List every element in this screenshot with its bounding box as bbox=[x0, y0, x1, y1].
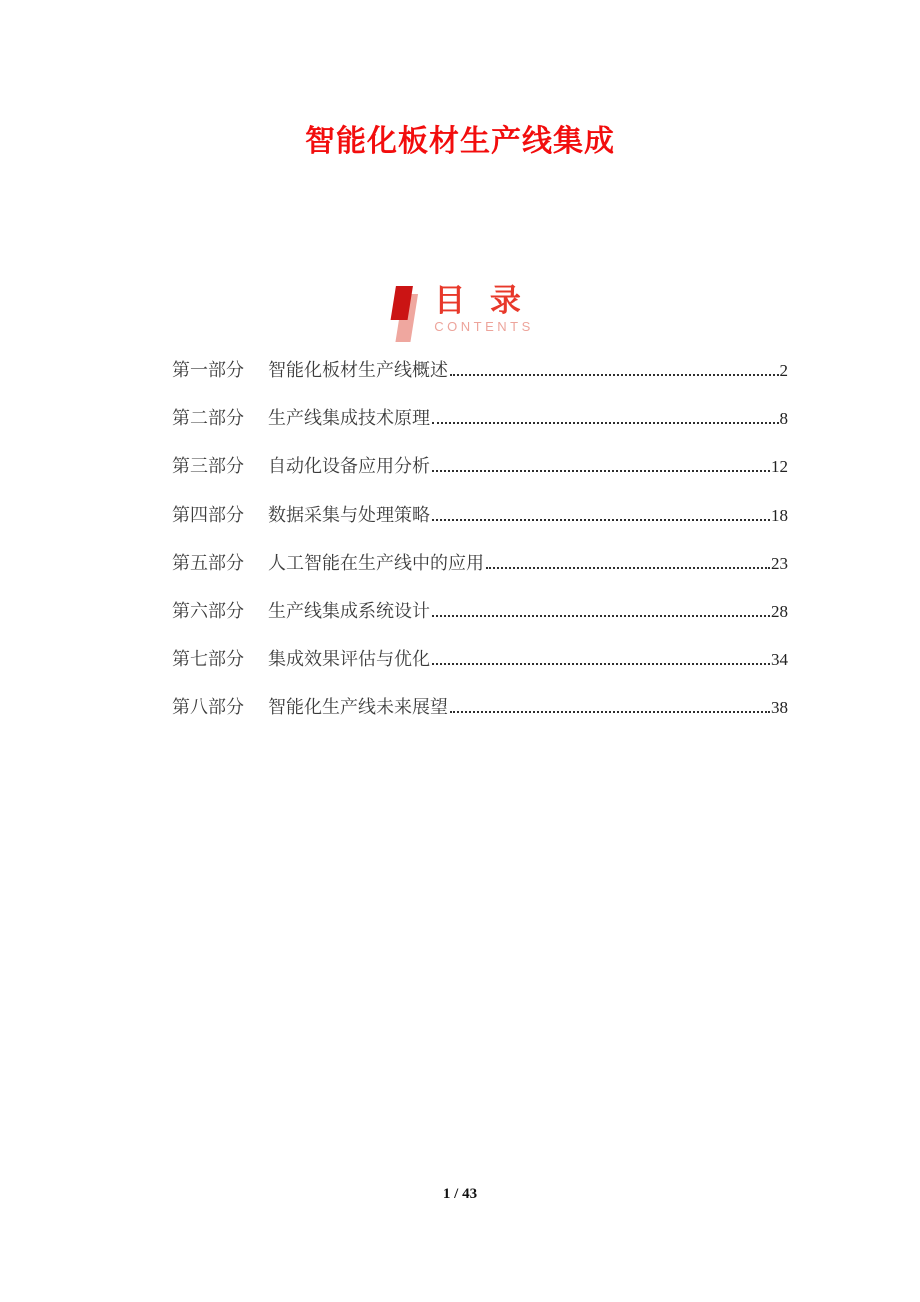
toc-dot-leader bbox=[486, 567, 770, 569]
toc-entry-2[interactable] bbox=[172, 404, 788, 452]
toc-entry-6[interactable] bbox=[172, 597, 788, 645]
toc-dot-leader bbox=[432, 615, 770, 617]
toc-entry-title: 集成效果评估与优化 bbox=[268, 649, 430, 670]
toc-entry-page: 2 bbox=[779, 361, 788, 380]
toc-entry-page: 23 bbox=[771, 553, 788, 573]
toc-dot-leader bbox=[450, 374, 779, 376]
brush-stroke-icon bbox=[386, 284, 426, 348]
toc-entry-title: 数据采集与处理策略 bbox=[268, 504, 430, 525]
toc-entry-label: 第五部分 bbox=[172, 552, 244, 573]
toc-entry-label: 第八部分 bbox=[172, 697, 244, 718]
toc-entry-page: 38 bbox=[771, 698, 788, 718]
toc-entry-page: 12 bbox=[771, 457, 788, 477]
toc-entry-5[interactable] bbox=[172, 549, 788, 597]
toc-entry-title: 生产线集成技术原理 bbox=[268, 408, 430, 429]
toc-entry-title: 智能化生产线未来展望 bbox=[268, 697, 448, 718]
toc-entry-1[interactable] bbox=[172, 356, 788, 404]
toc-dot-leader bbox=[432, 422, 779, 424]
toc-entry-7[interactable] bbox=[172, 645, 788, 693]
toc-dot-leader bbox=[450, 711, 770, 713]
toc-entry-title: 生产线集成系统设计 bbox=[268, 600, 430, 621]
toc-entry-label: 第二部分 bbox=[172, 408, 244, 429]
toc-entry-page: 18 bbox=[771, 505, 788, 525]
toc-entry-label: 第七部分 bbox=[172, 649, 244, 670]
page-number-indicator: 1 / 43 bbox=[442, 1186, 478, 1202]
toc-entry-title: 智能化板材生产线概述 bbox=[268, 360, 448, 380]
toc-entry-title: 自动化设备应用分析 bbox=[268, 456, 430, 477]
toc-entry-page: 8 bbox=[779, 409, 788, 429]
toc-heading-group bbox=[434, 284, 534, 334]
toc-dot-leader bbox=[432, 519, 770, 521]
toc-entry-label: 第四部分 bbox=[172, 504, 244, 525]
toc-entry-8[interactable] bbox=[172, 693, 788, 741]
toc-dot-leader bbox=[432, 470, 770, 472]
toc-entry-title: 人工智能在生产线中的应用 bbox=[268, 552, 484, 573]
toc-entry-label: 第六部分 bbox=[172, 600, 244, 621]
toc-subheading: CONTENTS bbox=[434, 319, 534, 334]
toc-entry-label: 第一部分 bbox=[172, 360, 244, 380]
toc-heading: 目 录 bbox=[434, 283, 529, 318]
document-title: 智能化板材生产线集成 bbox=[305, 125, 615, 158]
toc-list bbox=[172, 356, 788, 742]
toc-dot-leader bbox=[432, 663, 770, 665]
toc-entry-page: 28 bbox=[771, 601, 788, 621]
toc-entry-label: 第三部分 bbox=[172, 456, 244, 477]
toc-entry-4[interactable] bbox=[172, 501, 788, 549]
toc-header bbox=[386, 284, 534, 348]
toc-entry-3[interactable] bbox=[172, 452, 788, 500]
toc-entry-page: 34 bbox=[771, 650, 788, 670]
